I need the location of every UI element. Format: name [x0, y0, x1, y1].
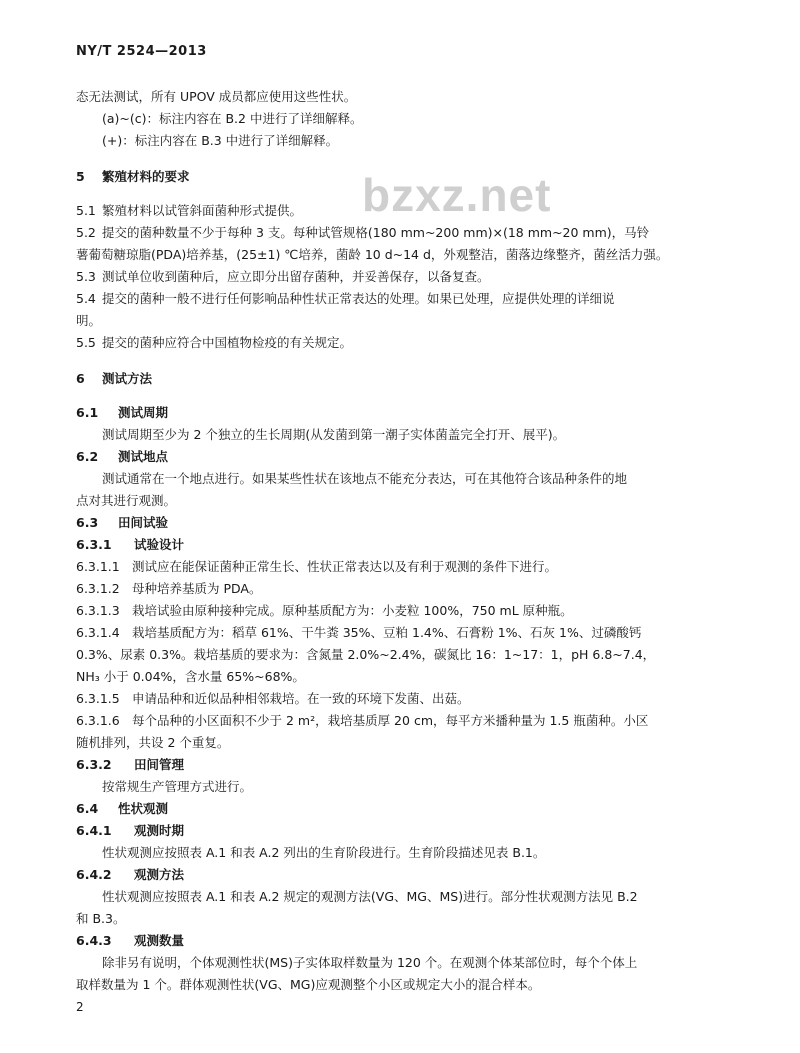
clause-number: 6.3.1.3 [76, 603, 120, 618]
clause-continuation: 随机排列，共设 2 个重复。 [76, 735, 230, 750]
clause-6-3-1-2 [76, 578, 704, 600]
clause-text: 申请品种和近似品种相邻栽培。在一致的环境下发菌、出菇。 [132, 691, 470, 706]
subsection-number: 6.4.1 [76, 823, 112, 838]
subsection-title: 试验设计 [134, 537, 185, 552]
section-5-heading [76, 166, 704, 188]
subsection-6-2 [76, 446, 704, 468]
clause-number: 5.1 [76, 203, 96, 218]
section-number: 6 [76, 371, 85, 386]
subsection-title: 观测时期 [134, 823, 185, 838]
subsection-title: 测试地点 [118, 449, 169, 464]
subsection-6-3-2 [76, 754, 704, 776]
clause-number: 6.3.1.2 [76, 581, 120, 596]
subsection-6-3 [76, 512, 704, 534]
paragraph: 按常规生产管理方式进行。 [102, 779, 253, 794]
note-line: (a)~(c)：标注内容在 B.2 中进行了详细解释。 [102, 111, 363, 126]
clause-6-3-1-3 [76, 600, 704, 622]
section-title: 测试方法 [102, 371, 153, 386]
subsection-number: 6.4.3 [76, 933, 112, 948]
clause-6-3-1-1 [76, 556, 704, 578]
clause-continuation: 明。 [76, 313, 102, 328]
subsection-6-1 [76, 402, 704, 424]
clause-text: 测试应在能保证菌种正常生长、性状正常表达以及有利于观测的条件下进行。 [132, 559, 558, 574]
subsection-title: 性状观测 [118, 801, 169, 816]
clause-number: 6.3.1.5 [76, 691, 120, 706]
subsection-number: 6.4.2 [76, 867, 112, 882]
paragraph-continuation: 点对其进行观测。 [76, 493, 177, 508]
paragraph: 性状观测应按照表 A.1 和表 A.2 规定的观测方法(VG、MG、MS)进行。部分性状观测方法见 B.2 [102, 889, 638, 904]
subsection-6-4-1 [76, 820, 704, 842]
clause-5-1 [76, 200, 704, 222]
clause-5-5 [76, 332, 704, 354]
subsection-number: 6.4 [76, 801, 99, 816]
subsection-title: 田间试验 [118, 515, 169, 530]
paragraph: 测试通常在一个地点进行。如果某些性状在该地点不能充分表达，可在其他符合该品种条件的地 [102, 471, 628, 486]
section-6-heading [76, 368, 704, 390]
subsection-number: 6.1 [76, 405, 99, 420]
standard-code-header: NY/T 2524—2013 [76, 44, 207, 59]
subsection-title: 观测数量 [134, 933, 185, 948]
clause-6-3-1-5 [76, 688, 704, 710]
clause-continuation: NH₃ 小于 0.04%，含水量 65%~68%。 [76, 669, 305, 684]
continued-line: 态无法测试，所有 UPOV 成员都应使用这些性状。 [76, 89, 357, 104]
watermark: bzxz.net [362, 169, 552, 221]
clause-number: 5.5 [76, 335, 96, 350]
subsection-number: 6.3 [76, 515, 99, 530]
clause-text: 栽培基质配方为：稻草 61%、干牛粪 35%、豆粕 1.4%、石膏粉 1%、石灰 1%、过磷酸钙 [132, 625, 642, 640]
clause-text: 栽培试验由原种接种完成。原种基质配方为：小麦粒 100%，750 mL 原种瓶。 [132, 603, 573, 618]
clause-5-3 [76, 266, 704, 288]
clause-number: 6.3.1.1 [76, 559, 120, 574]
paragraph-continuation: 和 B.3。 [76, 911, 126, 926]
clause-number: 6.3.1.6 [76, 713, 120, 728]
clause-number: 6.3.1.4 [76, 625, 120, 640]
section-title: 繁殖材料的要求 [102, 169, 190, 184]
subsection-6-4-3 [76, 930, 704, 952]
clause-number: 5.3 [76, 269, 96, 284]
subsection-title: 观测方法 [134, 867, 185, 882]
clause-text: 每个品种的小区面积不少于 2 m²，栽培基质厚 20 cm，每平方米播种量为 1.5 瓶菌种。小区 [132, 713, 649, 728]
subsection-title: 测试周期 [118, 405, 169, 420]
clause-number: 5.2 [76, 225, 96, 240]
subsection-number: 6.3.1 [76, 537, 112, 552]
paragraph-continuation: 取样数量为 1 个。群体观测性状(VG、MG)应观测整个小区或规定大小的混合样本。 [76, 977, 541, 992]
clause-6-3-1-6 [76, 710, 704, 732]
subsection-6-4-2 [76, 864, 704, 886]
clause-number: 5.4 [76, 291, 96, 306]
clause-text: 提交的菌种数量不少于每种 3 支。每种试管规格(180 mm~200 mm)×(18 mm~20 mm)，马铃 [102, 225, 650, 240]
subsection-title: 田间管理 [134, 757, 185, 772]
clause-text: 繁殖材料以试管斜面菌种形式提供。 [102, 203, 303, 218]
clause-continuation: 薯葡萄糖琼脂(PDA)培养基，(25±1) ℃培养，菌龄 10 d~14 d，外观整洁，菌落边缘整齐，菌丝活力强。 [76, 247, 669, 262]
subsection-6-3-1 [76, 534, 704, 556]
clause-5-2 [76, 222, 704, 244]
subsection-number: 6.2 [76, 449, 99, 464]
paragraph: 性状观测应按照表 A.1 和表 A.2 列出的生育阶段进行。生育阶段描述见表 B.1。 [102, 845, 546, 860]
paragraph: 除非另有说明，个体观测性状(MS)子实体取样数量为 120 个。在观测个体某部位时，每个个体上 [102, 955, 638, 970]
clause-5-4 [76, 288, 704, 310]
clause-text: 提交的菌种应符合中国植物检疫的有关规定。 [102, 335, 353, 350]
clause-text: 提交的菌种一般不进行任何影响品种性状正常表达的处理。如果已处理，应提供处理的详细说 [102, 291, 615, 306]
subsection-6-4 [76, 798, 704, 820]
clause-6-3-1-4 [76, 622, 704, 644]
clause-continuation: 0.3%、尿素 0.3%。栽培基质的要求为：含氮量 2.0%~2.4%，碳氮比 16：1~17：1，pH 6.8~7.4， [76, 647, 656, 662]
paragraph: 测试周期至少为 2 个独立的生长周期(从发菌到第一潮子实体菌盖完全打开、展平)。 [102, 427, 566, 442]
clause-text: 测试单位收到菌种后，应立即分出留存菌种，并妥善保存，以备复查。 [102, 269, 490, 284]
document-body [76, 86, 704, 996]
subsection-number: 6.3.2 [76, 757, 112, 772]
page-number: 2 [76, 1000, 84, 1014]
note-line: (+)：标注内容在 B.3 中进行了详细解释。 [102, 133, 339, 148]
clause-text: 母种培养基质为 PDA。 [132, 581, 262, 596]
section-number: 5 [76, 169, 85, 184]
